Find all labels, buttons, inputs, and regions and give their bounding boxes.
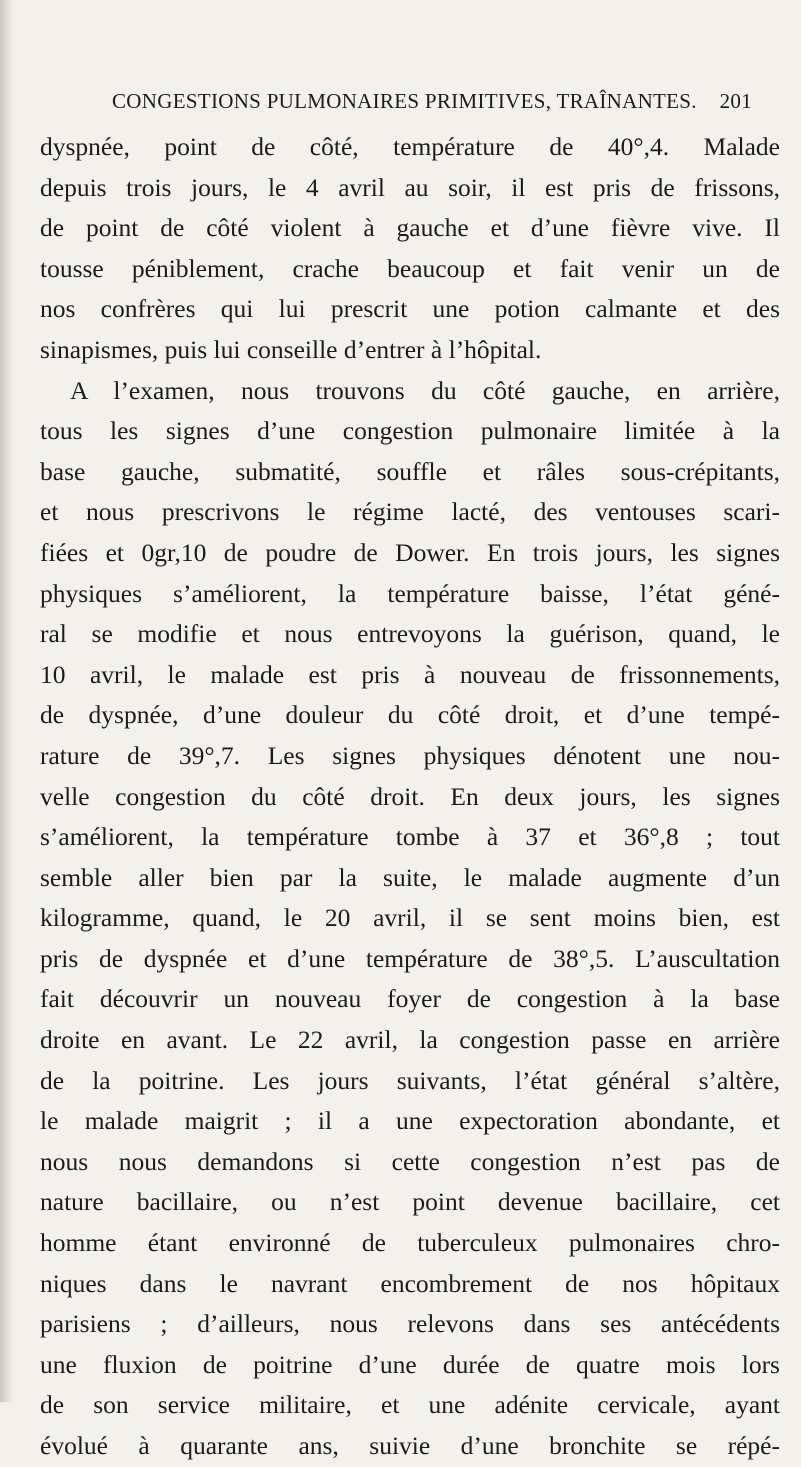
page-number: 201 bbox=[719, 89, 752, 113]
text-line: sinapismes, puis lui conseille d’entrer à l’hôpital. bbox=[40, 334, 542, 364]
text-line: 10 avril, le malade est pris à nouveau de frissonnements, bbox=[40, 659, 780, 689]
text-line: s’améliorent, la température tombe à 37 et 36°,8 ; tout bbox=[40, 822, 780, 852]
text-line: nature bacillaire, ou n’est point devenue bacillaire, cet bbox=[40, 1187, 780, 1217]
text-line: parisiens ; d’ailleurs, nous relevons dans ses antécédents bbox=[40, 1309, 780, 1339]
body-text bbox=[40, 127, 780, 1467]
text-line: de dyspnée, d’une douleur du côté droit, et d’une tempé- bbox=[40, 700, 780, 730]
text-line: semble aller bien par la suite, le malade augmente d’un bbox=[40, 862, 780, 892]
text-line: droite en avant. Le 22 avril, la congestion passe en arrière bbox=[40, 1025, 780, 1055]
running-head-title: CONGESTIONS PULMONAIRES PRIMITIVES, TRAÎNANTES. bbox=[112, 89, 697, 113]
text-line: ral se modifie et nous entrevoyons la guérison, quand, le bbox=[40, 619, 780, 649]
text-line: dyspnée, point de côté, température de 40°,4. Malade bbox=[40, 132, 780, 161]
text-line: velle congestion du côté droit. En deux jours, les signes bbox=[40, 781, 780, 811]
text-line: tousse péniblement, crache beaucoup et fait venir un de bbox=[40, 253, 780, 283]
text-line: base gauche, submatité, souffle et râles sous-crépitants, bbox=[40, 456, 780, 486]
text-line: de son service militaire, et une adénite cervicale, ayant bbox=[40, 1390, 780, 1420]
text-line: une fluxion de poitrine d’une durée de quatre mois lors bbox=[40, 1349, 780, 1379]
text-line: physiques s’améliorent, la température baisse, l’état géné- bbox=[40, 578, 780, 608]
text-line: niques dans le navrant encombrement de nos hôpitaux bbox=[40, 1268, 780, 1298]
binding-edge bbox=[0, 0, 14, 1402]
text-line: nous nous demandons si cette congestion n’est pas de bbox=[40, 1146, 780, 1176]
text-line: évolué à quarante ans, suivie d’une bronchite se répé- bbox=[40, 1431, 780, 1460]
running-head bbox=[112, 86, 752, 116]
text-line: tous les signes d’une congestion pulmonaire limitée à la bbox=[40, 416, 780, 446]
text-line: fiées et 0gr,10 de poudre de Dower. En trois jours, les signes bbox=[40, 537, 780, 567]
text-line: de point de côté violent à gauche et d’une fièvre vive. Il bbox=[40, 213, 780, 243]
text-line: kilogramme, quand, le 20 avril, il se sent moins bien, est bbox=[40, 903, 780, 933]
text-line: depuis trois jours, le 4 avril au soir, il est pris de frissons, bbox=[40, 172, 780, 202]
text-line: de la poitrine. Les jours suivants, l’état général s’altère, bbox=[40, 1065, 780, 1095]
text-line: pris de dyspnée et d’une température de 38°,5. L’auscultation bbox=[40, 943, 780, 973]
text-line: fait découvrir un nouveau foyer de congestion à la base bbox=[40, 984, 780, 1014]
text-line: homme étant environné de tuberculeux pulmonaires chro- bbox=[40, 1228, 780, 1258]
text-line: rature de 39°,7. Les signes physiques dénotent une nou- bbox=[40, 740, 780, 770]
text-line: A l’examen, nous trouvons du côté gauche, en arrière, bbox=[70, 375, 780, 405]
text-line: et nous prescrivons le régime lacté, des ventouses scari- bbox=[40, 497, 780, 527]
text-line: le malade maigrit ; il a une expectoration abondante, et bbox=[40, 1106, 780, 1136]
text-line: nos confrères qui lui prescrit une potion calmante et des bbox=[40, 294, 780, 324]
